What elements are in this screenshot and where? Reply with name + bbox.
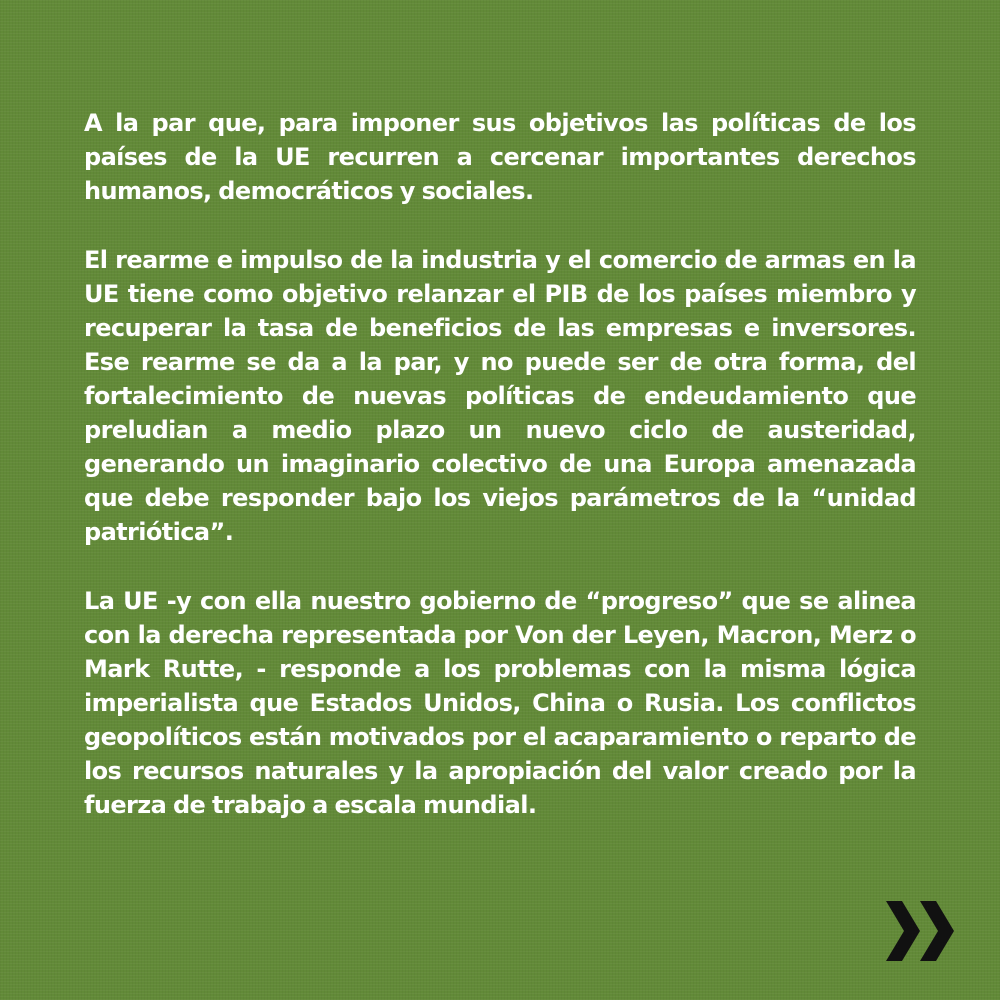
paragraph-3: La UE -y con ella nuestro gobierno de “progreso” que se alinea con la derecha representada por Von der Leyen, Macron, Merz o Mark Rutte, - responde a los problemas con la misma lógica imperialista que Estados Unidos, China o Rusia. Los conflictos geopolíticos están motivados por el acaparamiento o reparto de los recursos naturales y la apropiación del valor creado por la fuerza de trabajo a escala mundial. [84,587,916,819]
next-slide-button[interactable] [880,897,960,965]
article-text [84,106,916,822]
paragraph-2: El rearme e impulso de la industria y el comercio de armas en la UE tiene como objetivo relanzar el PIB de los países miembro y recuperar la tasa de beneficios de las empresas e inversores. Ese rearme se da a la par, y no puede ser de otra forma, del fortalecimiento de nuevas políticas de endeudamiento que preludian a medio plazo un nuevo ciclo de austeridad, generando un imaginario colectivo de una Europa amenazada que debe responder bajo los viejos parámetros de la “unidad patriótica”. [84,246,916,546]
double-chevron-right-icon [880,897,960,965]
paragraph-1: A la par que, para imponer sus objetivos las políticas de los países de la UE recurren a cercenar importantes derechos humanos, democráticos y sociales. [84,109,916,205]
